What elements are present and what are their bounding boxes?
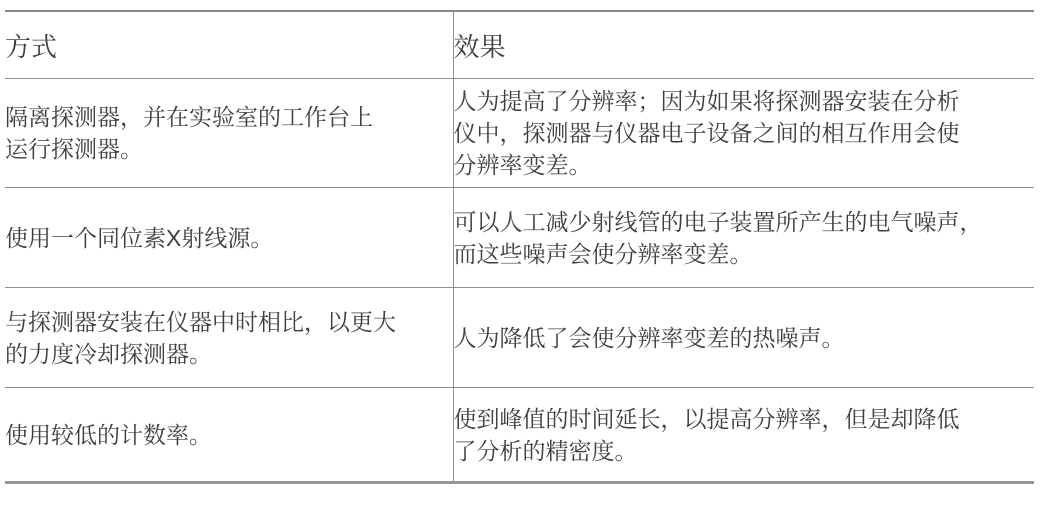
table-row bbox=[5, 188, 1034, 288]
text-line: 隔离探测器，并在实验室的工作台上 bbox=[5, 104, 373, 130]
text-line: 使用一个同位素X射线源。 bbox=[5, 224, 274, 251]
text-line: 与探测器安装在仪器中时相比，以更大 bbox=[5, 308, 396, 335]
table-header-row bbox=[5, 11, 1034, 79]
method-cell bbox=[5, 288, 453, 388]
method-effect-table bbox=[5, 10, 1034, 484]
text-line: 分辨率变差。 bbox=[453, 152, 592, 178]
column-header-method: 方式 bbox=[5, 11, 453, 79]
text-line: 使到峰值的时间延长，以提高分辨率，但是却降低 bbox=[453, 405, 960, 432]
text-line: 而这些噪声会使分辨率变差。 bbox=[453, 240, 753, 267]
effect-cell bbox=[453, 288, 1034, 388]
text-line: 使用较低的计数率。 bbox=[5, 421, 212, 448]
text-line: 人为降低了会使分辨率变差的热噪声。 bbox=[453, 324, 845, 351]
text-line: 的力度冷却探测器。 bbox=[5, 340, 212, 367]
table-row bbox=[5, 288, 1034, 388]
table-row bbox=[5, 79, 1034, 188]
text-line: 人为提高了分辨率；因为如果将探测器安装在分析 bbox=[453, 88, 960, 114]
column-header-effect: 效果 bbox=[453, 11, 1034, 79]
method-cell bbox=[5, 79, 453, 188]
text-line: 了分析的精密度。 bbox=[453, 437, 638, 464]
text-line: 仪中，探测器与仪器电子设备之间的相互作用会使 bbox=[453, 120, 960, 146]
effect-cell bbox=[453, 79, 1034, 188]
text-line: 运行探测器。 bbox=[5, 136, 143, 162]
table-row bbox=[5, 388, 1034, 483]
text-line: 可以人工减少射线管的电子装置所产生的电气噪声， bbox=[453, 208, 983, 235]
method-cell bbox=[5, 388, 453, 483]
effect-cell bbox=[453, 188, 1034, 288]
effect-cell bbox=[453, 388, 1034, 483]
method-cell bbox=[5, 188, 453, 288]
